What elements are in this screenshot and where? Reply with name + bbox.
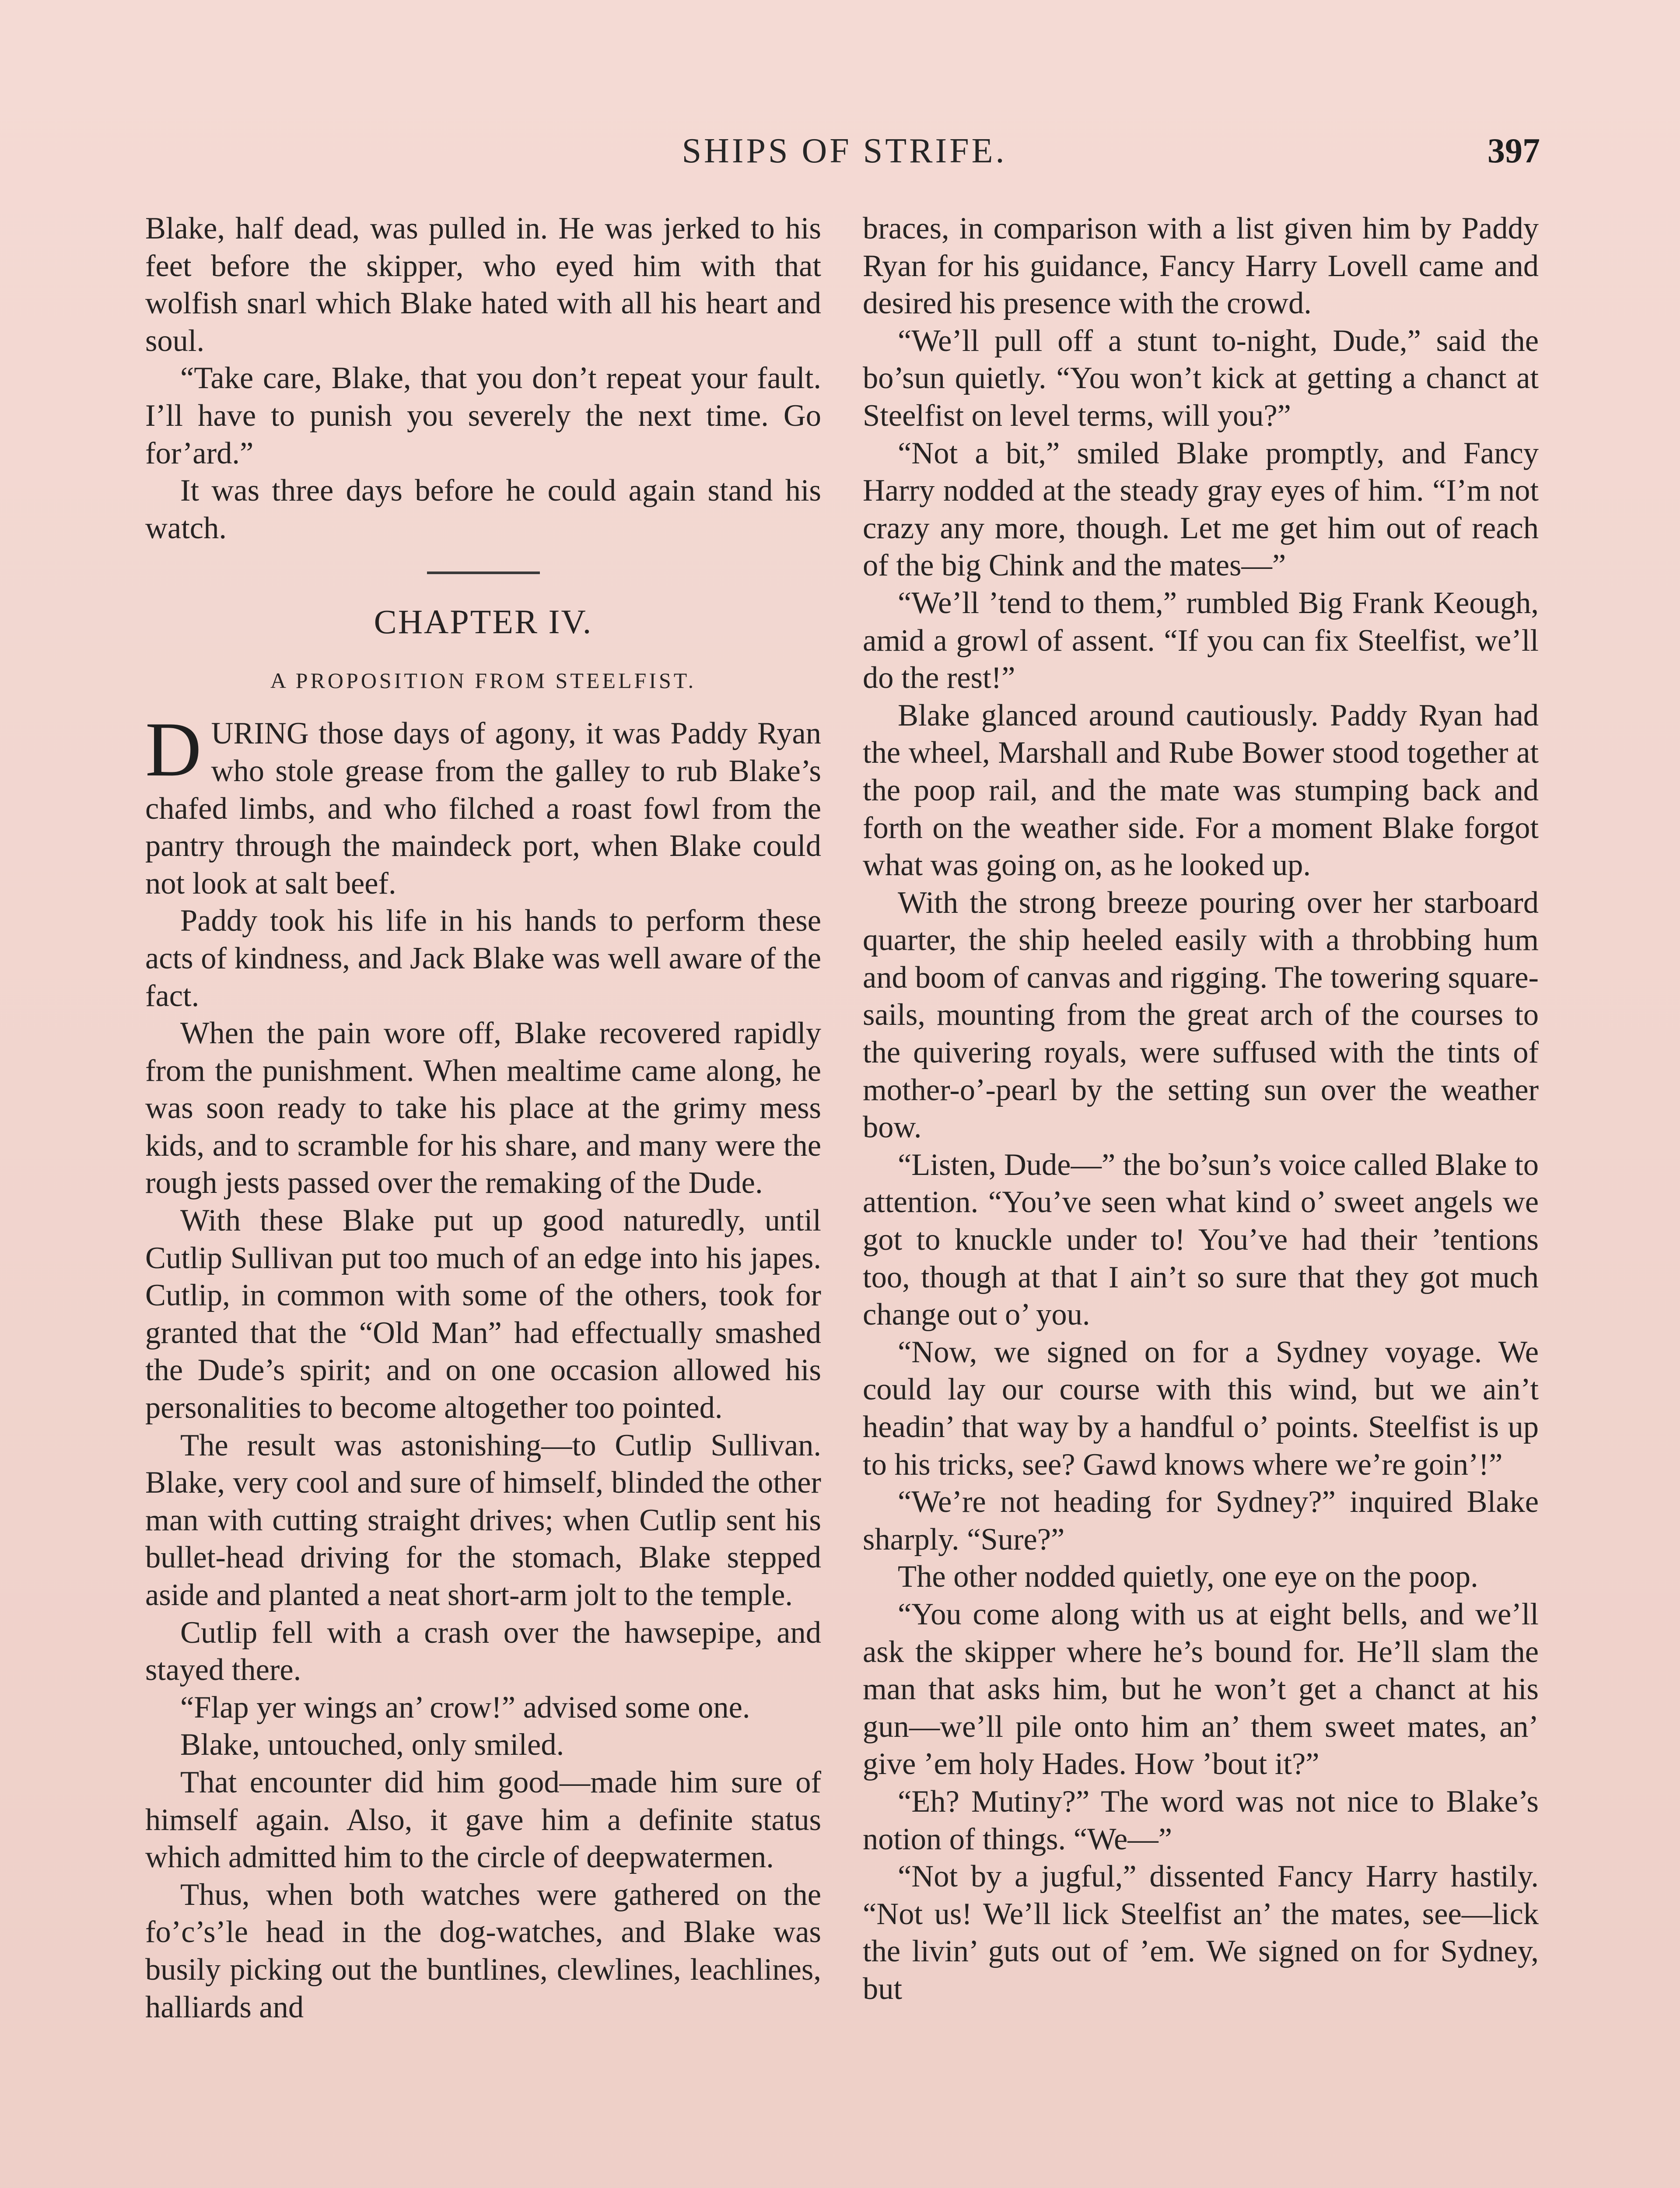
paragraph: Thus, when both watches were gathered on the fo’c’s’le head in the dog-watches, and Blake was busily picking out the buntlines, clewlines, leachlines, halliards and (145, 1877, 821, 2024)
chapter-title: CHAPTER IV. (374, 603, 593, 641)
paragraph: “We’ll pull off a stunt to-night, Dude,” said the bo’sun quietly. “You won’t kick at getting a chanct at Steelfist on level terms, will you?” (863, 323, 1539, 433)
paragraph: Blake glanced around cautiously. Paddy Ryan had the wheel, Marshall and Rube Bower stood together at the poop rail, and the mate was stumping back and forth on the weather side. For a moment Blake forgot what was going on, as he looked up. (863, 698, 1539, 883)
chapter-subtitle: A PROPOSITION FROM STEELFIST. (270, 668, 696, 693)
text-columns (145, 210, 1541, 2188)
paragraph: That encounter did him good—made him sure of himself again. Also, it gave him a definite status which admitted him to the circle of deepwatermen. (145, 1765, 821, 1875)
paragraph: “Listen, Dude—” the bo’sun’s voice called Blake to attention. “You’ve seen what kind o’ sweet angels we got to knuckle under to! You’ve had their ’tentions too, though at that I ain’t so sure that they got much change out o’ you. (863, 1147, 1539, 1332)
paragraph: “You come along with us at eight bells, and we’ll ask the skipper where he’s bound for. He’ll slam the man that asks him, but he won’t get a chanct at his gun—we’ll pile onto him an’ them sweet mates, an’ give ’em holy Hades. How ’bout it?” (863, 1597, 1539, 1781)
paragraph: “We’ll ’tend to them,” rumbled Big Frank Keough, amid a growl of assent. “If you can fix Steelfist, we’ll do the rest!” (863, 586, 1539, 695)
drop-cap: D (145, 706, 202, 793)
paragraph: “Not a bit,” smiled Blake promptly, and Fancy Harry nodded at the steady gray eyes of him. “I’m not crazy any more, though. Let me get him out of reach of the big Chink and the mates—” (863, 436, 1539, 583)
page-number: 397 (1488, 132, 1540, 170)
right-column (863, 210, 1539, 2188)
left-column (145, 210, 821, 2188)
paragraph: “Take care, Blake, that you don’t repeat your fault. I’ll have to punish you severely the next time. Go for’ard.” (145, 361, 821, 470)
paragraph: braces, in comparison with a list given him by Paddy Ryan for his guidance, Fancy Harry Lovell came and desired his presence with the crowd. (863, 211, 1539, 321)
paragraph: “We’re not heading for Sydney?” inquired Blake sharply. “Sure?” (863, 1485, 1539, 1557)
paragraph: With the strong breeze pouring over her starboard quarter, the ship heeled easily with a throbbing hum and boom of canvas and rigging. The towering square-sails, mounting from the great arch of the courses to the quivering royals, were suffused with the tints of mother-o’-pearl by the setting sun over the weather bow. (863, 885, 1539, 1145)
running-title: SHIPS OF STRIFE. (682, 132, 1007, 170)
section-divider (427, 572, 540, 574)
paragraph: With these Blake put up good naturedly, until Cutlip Sullivan put too much of an edge into his japes. Cutlip, in common with some of the others, took for granted that the “Old Man” had effectually smashed the Dude’s spirit; and on one occasion allowed his personalities to become altogether too pointed. (145, 1203, 821, 1425)
paragraph: When the pain wore off, Blake recovered rapidly from the punishment. When mealtime came along, he was soon ready to take his place at the grimy mess kids, and to scramble for his share, and many were the rough jests passed over the remaking of the Dude. (145, 1016, 821, 1200)
paragraph: Blake, half dead, was pulled in. He was jerked to his feet before the skipper, who eyed him with that wolfish snarl which Blake hated with all his heart and soul. (145, 211, 821, 358)
paragraph: It was three days before he could again stand his watch. (145, 473, 821, 545)
paragraph: “Now, we signed on for a Sydney voyage. We could lay our course with this wind, but we ain’t headin’ that way by a handful o’ points. Steelfist is up to his tricks, see? Gawd knows where we’re goin’!” (863, 1335, 1539, 1482)
paragraph: The other nodded quietly, one eye on the poop. (898, 1560, 1478, 1594)
paragraph: “Eh? Mutiny?” The word was not nice to Blake’s notion of things. “We—” (863, 1784, 1539, 1856)
paragraph: “Not by a jugful,” dissented Fancy Harry hastily. “Not us! We’ll lick Steelfist an’ the mates, see—lick the livin’ guts out of ’em. We signed on for Sydney, but (863, 1859, 1539, 2006)
opening-paragraph-text: URING those days of agony, it was Paddy Ryan who stole grease from the galley to rub Blake’s chafed limbs, and who filched a roast fowl from the pantry through the maindeck port, when Blake could not look at salt beef. (145, 716, 821, 901)
paragraph: Blake, untouched, only smiled. (180, 1728, 564, 1762)
opening-paragraph (145, 706, 821, 902)
paragraph: The result was astonishing—to Cutlip Sullivan. Blake, very cool and sure of himself, blinded the other man with cutting straight drives; when Cutlip sent his bullet-head driving for the stomach, Blake stepped aside and planted a neat short-arm jolt to the temple. (145, 1428, 821, 1612)
page-header (149, 131, 1540, 179)
paragraph: “Flap yer wings an’ crow!” advised some one. (180, 1690, 750, 1725)
paragraph: Cutlip fell with a crash over the hawsepipe, and stayed there. (145, 1615, 821, 1687)
paragraph: Paddy took his life in his hands to perform these acts of kindness, and Jack Blake was well aware of the fact. (145, 904, 821, 1013)
